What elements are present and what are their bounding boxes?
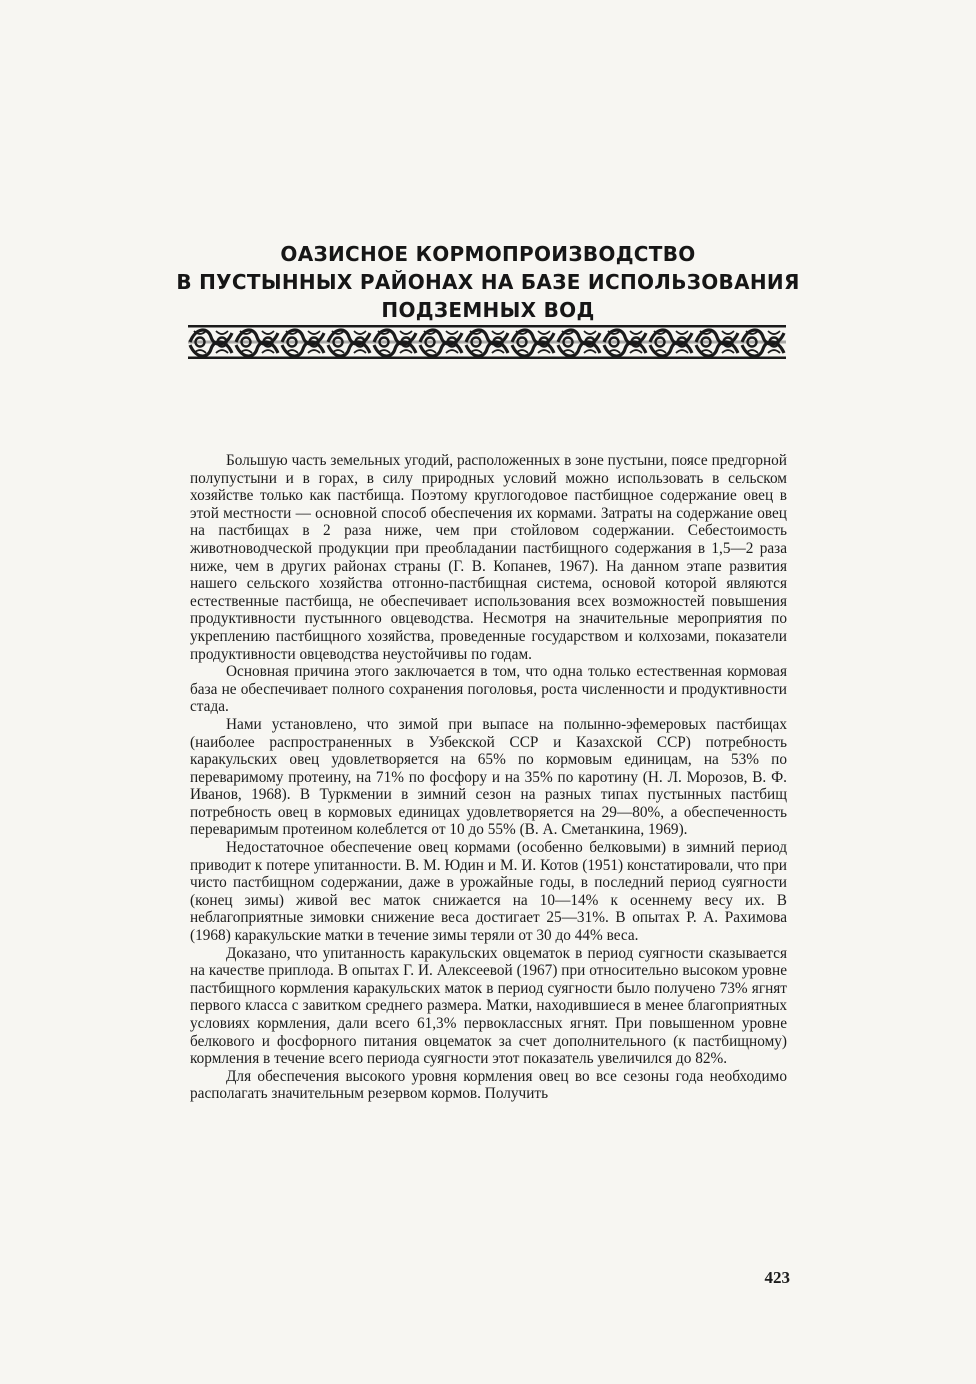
paragraph-2: Основная причина этого заключается в том, что одна только естественная кормовая база не обеспечивает полного сохранения поголовья, роста численности и продуктивности стада. (190, 663, 787, 716)
paragraph-5: Доказано, что упитанность каракульских овцематок в период суягности сказывается на качестве приплода. В опытах Г. И. Алексеевой (1967) при относительно высоком уровне пастбищного кормления каракульских маток в период суягности было получено 73% ягнят первого класса с завитком среднего размера. Матки, находившиеся в менее благоприятных условиях кормления, дали всего 61,3% первоклассных ягнят. При повышенном уровне белкового и фосфорного питания овцематок за счет дополнительного (к пастбищному) кормления в течение всего периода суягности этот показатель увеличился до 82%. (190, 944, 787, 1068)
page-number: 423 (764, 1268, 790, 1287)
paragraph-6: Для обеспечения высокого уровня кормления овец во все сезоны года необходимо располагать значительным резервом кормов. Получить (190, 1067, 787, 1103)
paragraph-4: Недостаточное обеспечение овец кормами (особенно белковыми) в зимний период приводит к потере упитанности. В. М. Юдин и М. И. Котов (1951) констатировали, что при чисто пастбищном содержании, даже в урожайные годы, в последний период суягности (конец зимы) живой вес маток снижается на 10—14% к осеннему весу их. В неблагоприятные зимовки снижение веса достигает 25—31%. В опытах Р. А. Рахимова (1968) каракульские матки в течение зимы теряли от 30 до 44% веса. (190, 839, 787, 945)
paragraph-1: Большую часть земельных угодий, расположенных в зоне пустыни, поясе предгорной полупустыни и в горах, в силу природных условий можно использовать в сельском хозяйстве только как пастбища. Поэтому круглогодовое пастбищное содержание овец в этой местности — основной способ обеспечения их кормами. Затраты на содержание овец на пастбищах в 2 раза ниже, чем при стойловом содержании. Себестоимость животноводческой продукции при преобладании пастбищного содержания в 1,5—2 раза ниже, чем в других районах страны (Г. В. Копанев, 1967). На данном этапе развития нашего сельского хозяйства отгонно-пастбищная система, основой которой являются естественные пастбища, не обеспечивает использования всех возможностей повышения продуктивности пустынного овцеводства. Несмотря на значительные мероприятия по укреплению пастбищного хозяйства, проведенные государством и колхозами, показатели продуктивности овцеводства неустойчивы по годам. (190, 452, 787, 663)
chapter-title (150, 240, 826, 324)
chapter-title-line-3: ПОДЗЕМНЫХ ВОД (381, 298, 595, 322)
article-body (190, 452, 787, 1103)
paragraph-3: Нами установлено, что зимой при выпасе на полынно-эфемеровых пастбищах (наиболее распространенных в Узбекской ССР и Казахской ССР) потребность каракульских овец удовлетворяется на 65% по кормовым единицам, на 53% по переваримому протеину, на 71% по фосфору и на 35% по каротину (Н. Л. Морозов, В. Ф. Иванов, 1968). В Туркмении в зимний сезон на разных типах пустынных пастбищ потребность овец в кормовых единицах удовлетворяется на 29—80%, а обеспеченность переваримым протеином колеблется от 10 до 55% (В. А. Сметанкина, 1969). (190, 715, 787, 839)
decorative-border-icon (188, 325, 786, 359)
chapter-title-line-2: В ПУСТЫННЫХ РАЙОНАХ НА БАЗЕ ИСПОЛЬЗОВАНИЯ (176, 270, 800, 294)
chapter-title-line-1: ОАЗИСНОЕ КОРМОПРОИЗВОДСТВО (280, 242, 696, 266)
